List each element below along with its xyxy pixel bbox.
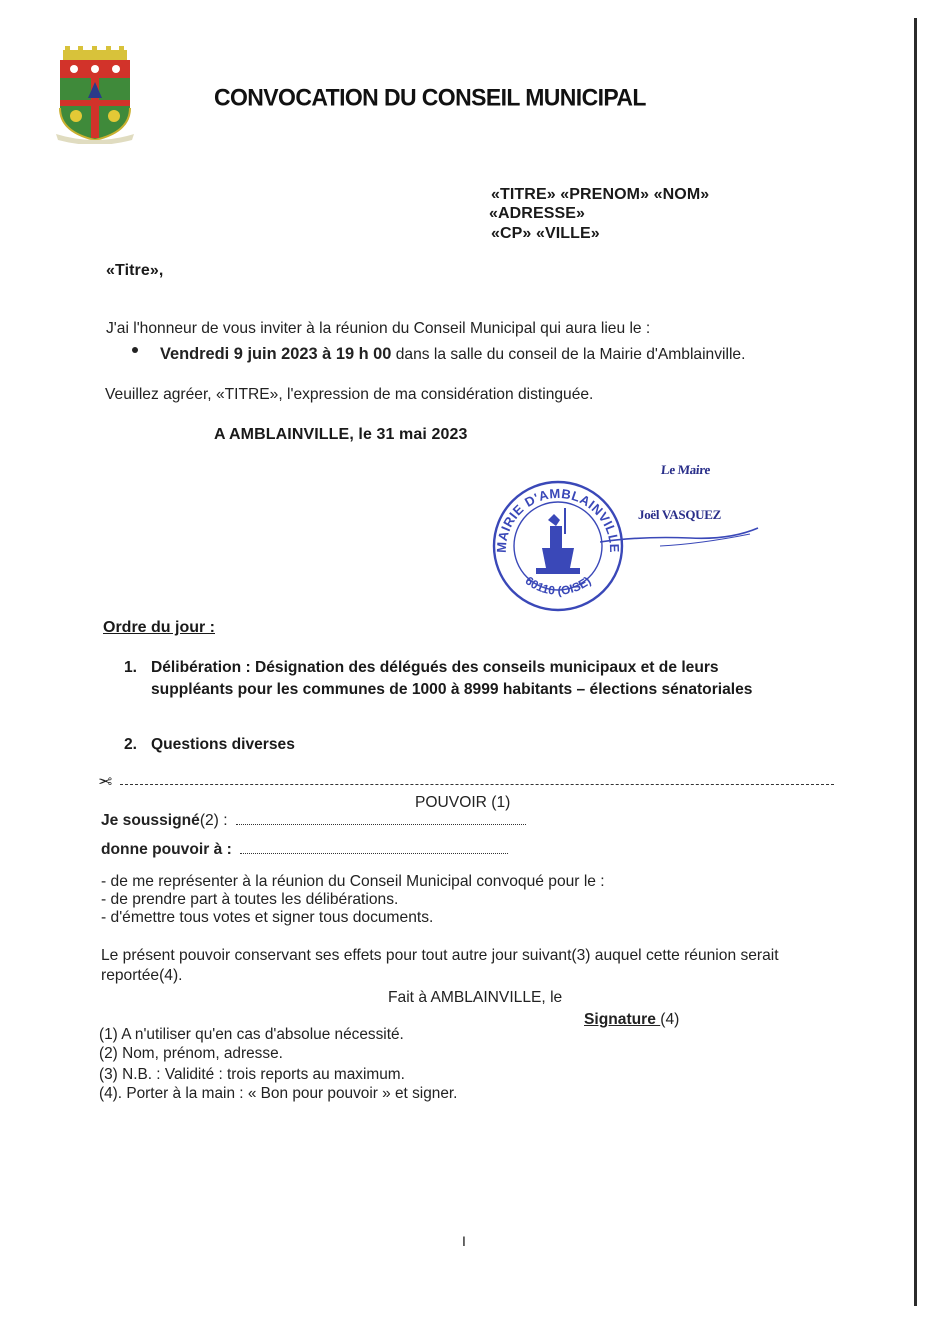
- signature-line: [584, 1011, 679, 1029]
- salutation: «Titre»,: [106, 262, 164, 279]
- agenda-item-2-number: 2.: [124, 736, 138, 753]
- validity-line-2: reportée(4).: [101, 967, 183, 984]
- footnote-3: (3) N.B. : Validité : trois reports au maximum.: [99, 1066, 405, 1083]
- agenda-item-1-line2: suppléants pour les communes de 1000 à 8999 habitants – élections sénatoriales: [151, 681, 753, 698]
- cut-line: [120, 784, 834, 785]
- meeting-date: Vendredi 9 juin 2023 à 19 h 00: [160, 345, 392, 363]
- agenda-item-1-number: 1.: [124, 659, 138, 676]
- bullet-point: [132, 347, 138, 353]
- closing-text: Veuillez agréer, «TITRE», l'expression de ma considération distinguée.: [105, 386, 594, 403]
- agenda-title: Ordre du jour :: [103, 619, 215, 636]
- undersigned-field: [236, 812, 526, 825]
- mayor-title: Le Maire: [660, 462, 711, 477]
- recipient-name: «TITRE» «PRENOM» «NOM»: [491, 186, 710, 203]
- place-date: A AMBLAINVILLE, le 31 mai 2023: [214, 426, 468, 443]
- stamp-bottom-text: 60110 (OISE): [522, 573, 594, 598]
- signature-suffix: (4): [660, 1011, 680, 1028]
- undersigned-line: [101, 812, 526, 830]
- recipient-address: «ADRESSE»: [489, 205, 586, 222]
- agenda-item-1-line1: Délibération : Désignation des délégués des conseils municipaux et de leurs: [151, 659, 719, 676]
- coat-of-arms-logo: [54, 46, 136, 144]
- meeting-line: [160, 345, 745, 364]
- stamp-top-text: MAIRIE D'AMBLAINVILLE: [493, 485, 623, 554]
- undersigned-suffix: (2) :: [199, 812, 228, 829]
- scissors-icon: ✂: [98, 771, 113, 790]
- validity-line-1: Le présent pouvoir conservant ses effets pour tout autre jour suivant(3) auquel cette réunion serait: [101, 947, 779, 964]
- invitation-text: J'ai l'honneur de vous inviter à la réunion du Conseil Municipal qui aura lieu le :: [106, 320, 651, 337]
- scan-edge-line: [914, 18, 917, 1306]
- svg-text:60110 (OISE): [523, 574, 594, 598]
- gives-power-field: [240, 841, 508, 854]
- footnote-4: (4). Porter à la main : « Bon pour pouvoir » et signer.: [99, 1085, 458, 1102]
- recipient-city: «CP» «VILLE»: [491, 225, 600, 242]
- page-number: I: [462, 1233, 466, 1249]
- document-title: CONVOCATION DU CONSEIL MUNICIPAL: [214, 83, 646, 111]
- agenda-item-2-line1: Questions diverses: [151, 736, 295, 753]
- proxy-clause-2: - de prendre part à toutes les délibérations.: [101, 891, 399, 908]
- gives-power-label: donne pouvoir à :: [101, 841, 232, 858]
- gives-power-line: [101, 841, 508, 859]
- mayor-name: Joël VASQUEZ: [638, 507, 721, 522]
- undersigned-label: Je soussigné: [101, 812, 200, 829]
- proxy-clause-3: - d'émettre tous votes et signer tous documents.: [101, 909, 434, 926]
- proxy-clause-1: - de me représenter à la réunion du Conseil Municipal convoqué pour le :: [101, 873, 605, 890]
- meeting-place: dans la salle du conseil de la Mairie d'Amblainville.: [391, 346, 746, 363]
- signature-label: Signature: [584, 1011, 661, 1028]
- done-at: Fait à AMBLAINVILLE, le: [388, 989, 563, 1006]
- proxy-title: POUVOIR (1): [415, 794, 511, 811]
- town-hall-stamp: [484, 474, 632, 614]
- footnote-2: (2) Nom, prénom, adresse.: [99, 1045, 283, 1062]
- footnote-1: (1) A n'utiliser qu'en cas d'absolue nécessité.: [99, 1026, 404, 1043]
